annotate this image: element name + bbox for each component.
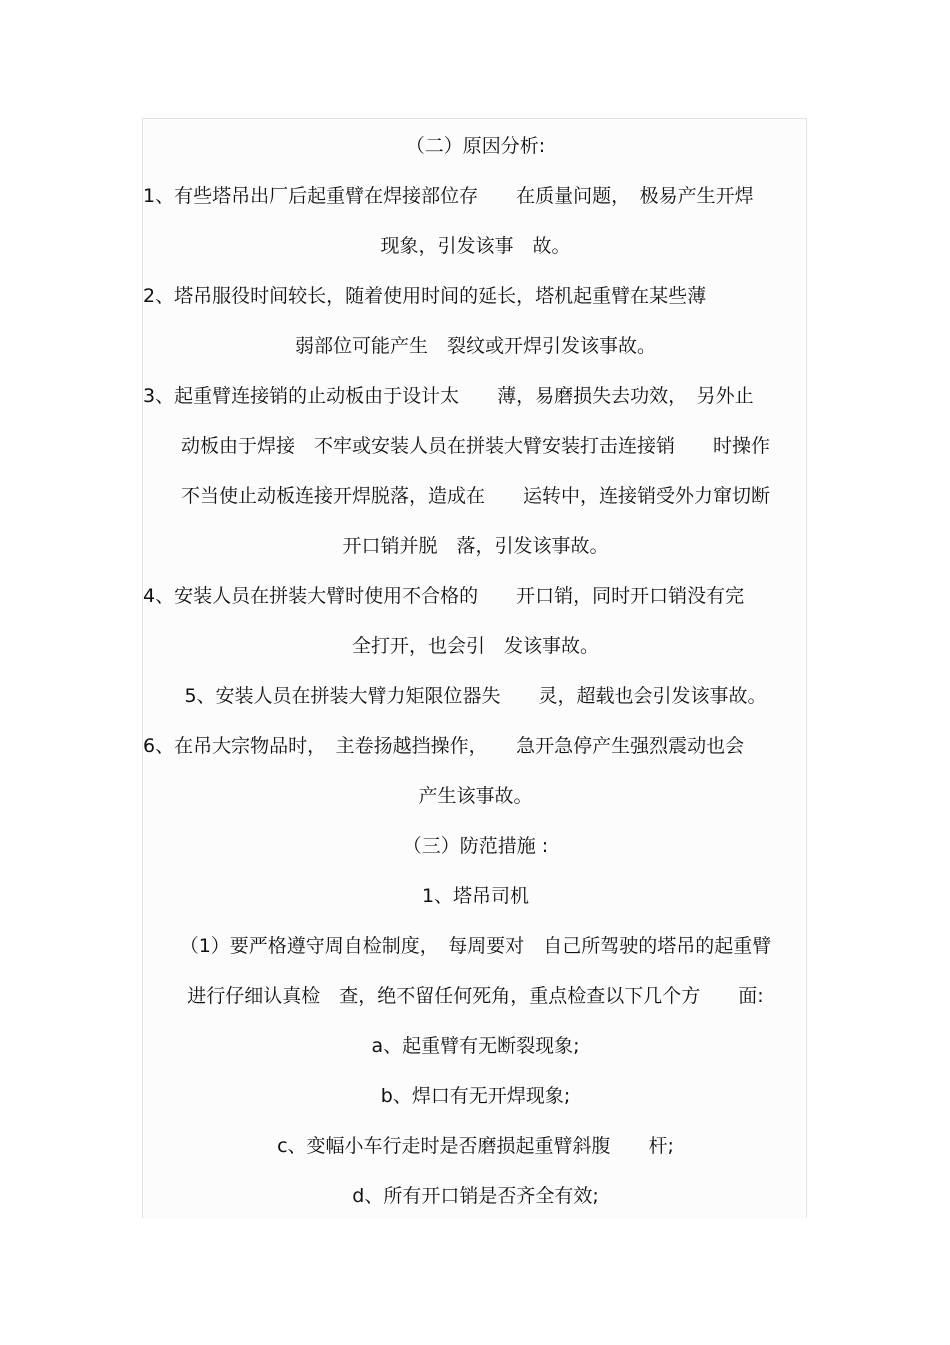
text-line: 开口销并脱 落，引发该事故。 — [342, 535, 609, 557]
checklist-item: a、起重臂有无断裂现象; — [371, 1035, 580, 1057]
text-line: 产生该事故。 — [418, 785, 533, 807]
document-page — [142, 118, 807, 1218]
text-line: 现象，引发该事 故。 — [380, 235, 571, 257]
text-line: 1、有些塔吊出厂后起重臂在焊接部位存 在质量问题， 极易产生开焊 — [143, 185, 754, 207]
checklist-item: d、所有开口销是否齐全有效; — [352, 1185, 599, 1207]
subheading-crane-driver: 1、塔吊司机 — [421, 885, 530, 907]
document-content — [143, 119, 808, 1221]
text-line: 弱部位可能产生 裂纹或开焊引发该事故。 — [294, 335, 656, 357]
section-heading-cause-analysis: （二）原因分析: — [405, 135, 546, 157]
checklist-item: c、变幅小车行走时是否磨损起重臂斜腹 杆; — [277, 1135, 674, 1157]
text-line: （1）要严格遵守周自检制度， 每周要对 自己所驾驶的塔吊的起重臂 — [179, 935, 772, 957]
text-line: 动板由于焊接 不牢或安装人员在拼装大臂安装打击连接销 时操作 — [180, 435, 770, 457]
text-line: 3、起重臂连接销的止动板由于设计太 薄，易磨损失去功效， 另外止 — [143, 385, 754, 407]
text-line: 全打开，也会引 发该事故。 — [351, 635, 599, 657]
text-line: 不当使止动板连接开焊脱落，造成在 运转中，连接销受外力窜切断 — [180, 485, 770, 507]
text-line: 4、安装人员在拼装大臂时使用不合格的 开口销，同时开口销没有完 — [143, 585, 745, 607]
text-line: 进行仔细认真检 查，绝不留任何死角，重点检查以下几个方 面: — [187, 985, 764, 1007]
text-line: 5、安装人员在拼装大臂力矩限位器失 灵，超载也会引发该事故。 — [184, 685, 767, 707]
text-line: 6、在吊大宗物品时， 主卷扬越挡操作， 急开急停产生强烈震动也会 — [143, 735, 745, 757]
section-heading-preventive-measures: （三）防范措施 : — [402, 835, 549, 857]
checklist-item: b、焊口有无开焊现象; — [380, 1085, 571, 1107]
text-line: 2、塔吊服役时间较长，随着使用时间的延长，塔机起重臂在某些薄 — [143, 285, 707, 307]
